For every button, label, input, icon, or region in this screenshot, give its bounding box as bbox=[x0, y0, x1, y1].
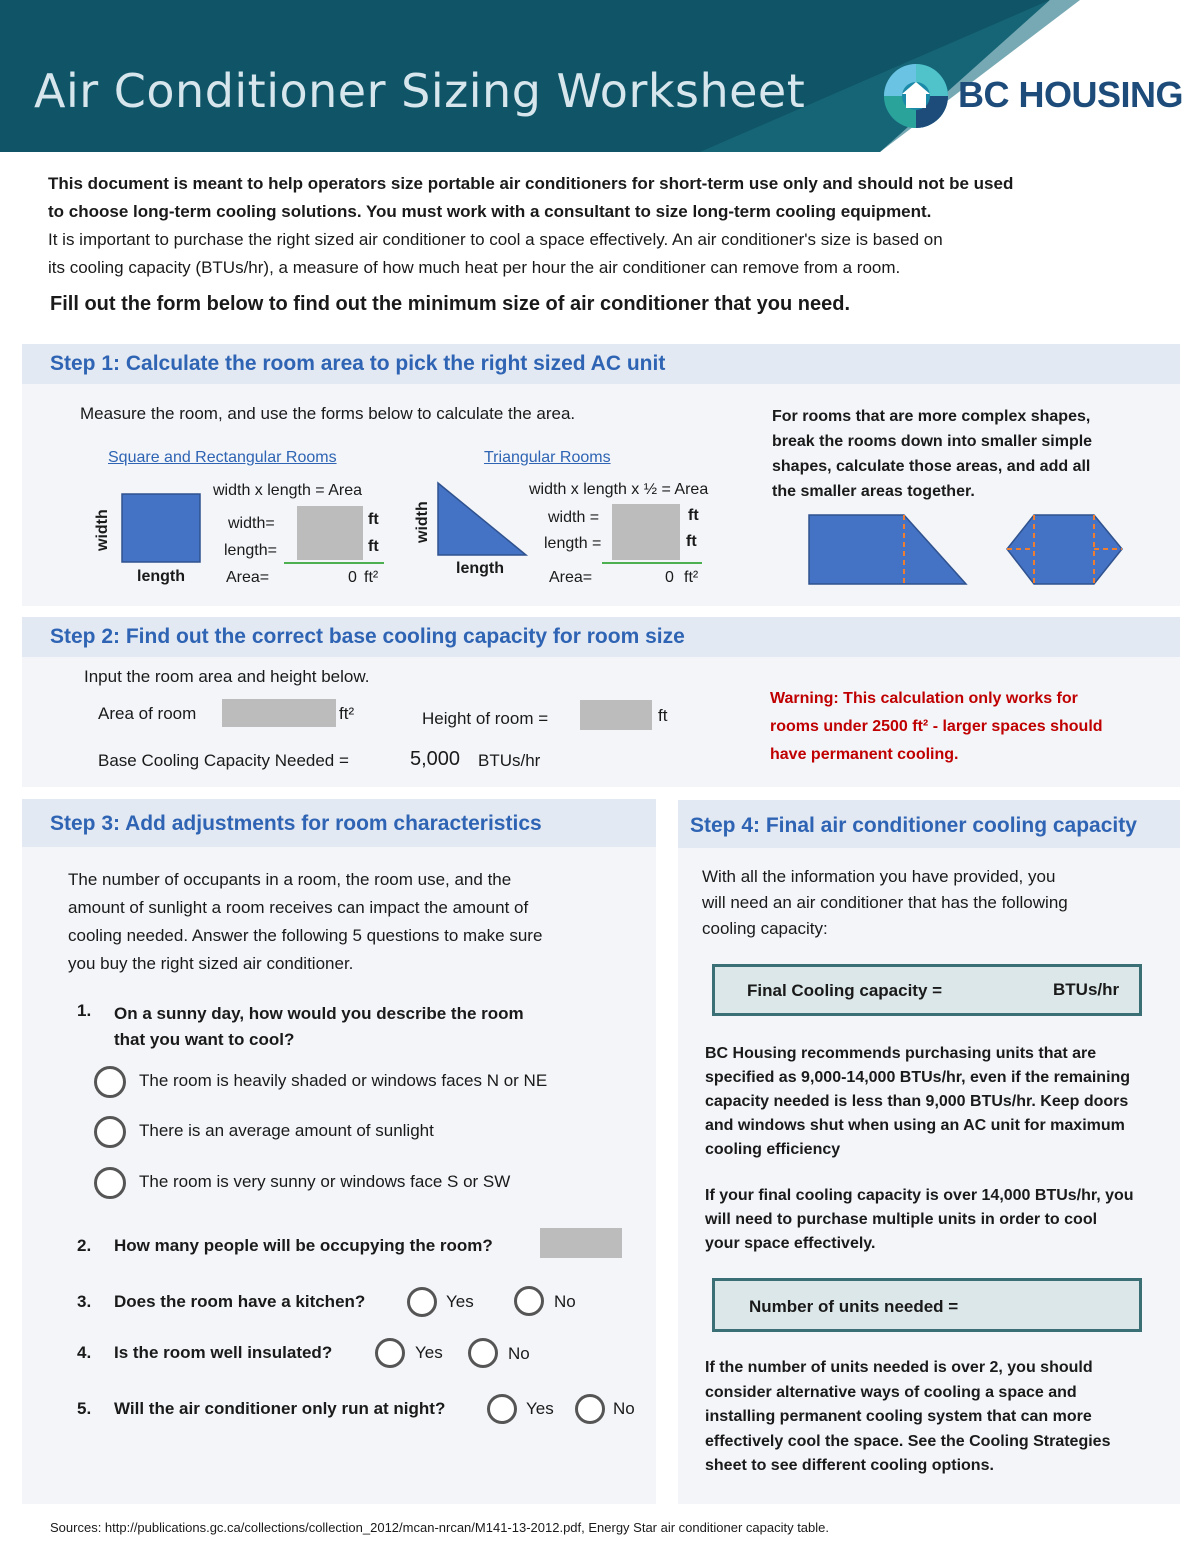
tri-area-label: Area= bbox=[549, 569, 593, 586]
alt-line-3: installing permanent cooling system that can more bbox=[705, 1408, 1092, 1425]
complex-line-3: shapes, calculate those areas, and add all bbox=[772, 458, 1091, 475]
rect-width-label: width= bbox=[228, 515, 275, 532]
q4-number: 4. bbox=[77, 1343, 92, 1362]
over-line-2: will need to purchase multiple units in order to cool bbox=[705, 1211, 1098, 1228]
intro-line-1: This document is meant to help operators size portable air conditioners for short-term use only and should not be used bbox=[48, 174, 1014, 193]
q3-no-radio[interactable] bbox=[514, 1286, 544, 1316]
page-title: Air Conditioner Sizing Worksheet bbox=[34, 64, 806, 118]
intro-text bbox=[48, 170, 1158, 282]
rec-line-1: BC Housing recommends purchasing units that are bbox=[705, 1045, 1097, 1062]
rect-area-value: 0 bbox=[348, 569, 357, 586]
tri-width-label: width = bbox=[548, 509, 600, 526]
step4-title: Step 4: Final air conditioner cooling capacity bbox=[690, 814, 1137, 837]
q1-option-3-radio[interactable] bbox=[94, 1167, 126, 1199]
q4-yes-label: Yes bbox=[415, 1343, 443, 1362]
step3-header bbox=[22, 799, 656, 847]
height-of-room-unit: ft bbox=[658, 706, 668, 725]
alt-line-5: sheet to see different cooling options. bbox=[705, 1457, 994, 1474]
base-capacity-value: 5,000 bbox=[410, 748, 461, 770]
step3-section bbox=[22, 799, 656, 1504]
tri-diagram bbox=[432, 479, 532, 559]
recommendation-text bbox=[705, 1042, 1130, 1162]
q1-option-2-radio[interactable] bbox=[94, 1116, 126, 1148]
rect-area-label: Area= bbox=[226, 569, 270, 586]
q1-question bbox=[114, 1001, 524, 1053]
complex-line-1: For rooms that are more complex shapes, bbox=[772, 408, 1091, 425]
q2-number: 2. bbox=[77, 1236, 92, 1255]
over-line-1: If your final cooling capacity is over 14,000 BTUs/hr, you bbox=[705, 1187, 1134, 1204]
intro-line-3: It is important to purchase the right sized air conditioner to cool a space effectively. An air conditioner's size is based on bbox=[48, 230, 943, 249]
step4-header bbox=[678, 800, 1180, 848]
tri-area-underline bbox=[602, 562, 702, 564]
step2-instruction: Input the room area and height below. bbox=[84, 667, 370, 686]
q1-line-1: On a sunny day, how would you describe the room bbox=[114, 1004, 524, 1023]
step4-intro-1: With all the information you have provided, you bbox=[702, 867, 1056, 886]
rect-length-unit: ft bbox=[368, 538, 379, 555]
q4-no-label: No bbox=[508, 1344, 530, 1363]
bc-housing-logo bbox=[880, 60, 1190, 135]
rect-length-diagram-label: length bbox=[137, 568, 185, 585]
step2-header bbox=[22, 617, 1180, 657]
header-banner bbox=[0, 0, 1200, 152]
height-of-room-label: Height of room = bbox=[422, 709, 549, 728]
alternative-text bbox=[705, 1356, 1110, 1479]
q1-line-2: that you want to cool? bbox=[114, 1030, 295, 1049]
complex-shape-1 bbox=[806, 512, 976, 586]
step3-para-4: you buy the right sized air conditioner. bbox=[68, 954, 354, 973]
q5-no-radio[interactable] bbox=[575, 1394, 605, 1424]
final-capacity-label: Final Cooling capacity = bbox=[747, 981, 943, 1000]
tri-width-unit: ft bbox=[688, 507, 699, 524]
rec-line-2: specified as 9,000-14,000 BTUs/hr, even if the remaining bbox=[705, 1069, 1131, 1086]
q3-question: Does the room have a kitchen? bbox=[114, 1292, 366, 1311]
q2-question: How many people will be occupying the room? bbox=[114, 1236, 493, 1255]
base-capacity-label: Base Cooling Capacity Needed = bbox=[98, 751, 349, 770]
rect-area-underline bbox=[284, 562, 384, 564]
warning-line-1: Warning: This calculation only works for bbox=[770, 690, 1078, 707]
bc-housing-logo-icon bbox=[880, 60, 952, 132]
intro-line-4: its cooling capacity (BTUs/hr), a measure of how much heat per hour the air conditioner can remove from a room. bbox=[48, 258, 901, 277]
q4-question: Is the room well insulated? bbox=[114, 1343, 333, 1362]
q3-number: 3. bbox=[77, 1292, 92, 1311]
step1-title: Step 1: Calculate the room area to pick the right sized AC unit bbox=[50, 352, 666, 375]
q3-yes-radio[interactable] bbox=[407, 1287, 437, 1317]
q5-yes-radio[interactable] bbox=[487, 1394, 517, 1424]
q4-yes-radio[interactable] bbox=[375, 1338, 405, 1368]
rect-rooms-heading: Square and Rectangular Rooms bbox=[108, 449, 337, 466]
step1-measure-text: Measure the room, and use the forms below to calculate the area. bbox=[80, 404, 576, 423]
step3-para-1: The number of occupants in a room, the room use, and the bbox=[68, 870, 512, 889]
q4-no-radio[interactable] bbox=[468, 1338, 498, 1368]
rect-width-unit: ft bbox=[368, 511, 379, 528]
q5-yes-label: Yes bbox=[526, 1399, 554, 1418]
area-of-room-input[interactable] bbox=[222, 699, 336, 727]
intro-line-2: to choose long-term cooling solutions. You must work with a consultant to size long-term cooling equipment. bbox=[48, 202, 932, 221]
tri-length-diagram-label: length bbox=[456, 560, 504, 577]
alt-line-1: If the number of units needed is over 2, you should bbox=[705, 1359, 1093, 1376]
warning-line-2: rooms under 2500 ft² - larger spaces should bbox=[770, 718, 1103, 735]
height-of-room-input[interactable] bbox=[580, 700, 652, 730]
tri-area-unit: ft² bbox=[684, 569, 699, 586]
area-of-room-unit: ft² bbox=[339, 704, 355, 723]
tri-width-diagram-label: width bbox=[414, 501, 431, 543]
over-line-3: your space effectively. bbox=[705, 1235, 876, 1252]
alt-line-4: effectively cool the space. See the Cooling Strategies bbox=[705, 1432, 1111, 1450]
alt-line-2: consider alternative ways of cooling a space and bbox=[705, 1383, 1077, 1401]
step1-section bbox=[22, 344, 1180, 606]
rect-length-label: length= bbox=[224, 542, 277, 559]
final-capacity-box bbox=[712, 964, 1142, 1016]
logo-text: BC HOUSING bbox=[958, 74, 1184, 115]
tri-area-value: 0 bbox=[665, 569, 674, 586]
rectangle-shape bbox=[122, 494, 200, 562]
complex-line-4: the smaller areas together. bbox=[772, 483, 975, 500]
q5-question: Will the air conditioner only run at night? bbox=[114, 1399, 446, 1418]
triangle-shape bbox=[438, 483, 526, 555]
over-capacity-text bbox=[705, 1184, 1134, 1256]
step3-para-2: amount of sunlight a room receives can impact the amount of bbox=[68, 898, 529, 917]
step4-intro bbox=[702, 864, 1068, 942]
rec-line-5: cooling efficiency bbox=[705, 1141, 841, 1158]
rect-formula: width x length = Area bbox=[213, 482, 362, 499]
q5-no-label: No bbox=[613, 1399, 635, 1418]
step2-warning bbox=[770, 685, 1103, 769]
step1-header bbox=[22, 344, 1180, 384]
rec-line-4: and windows shut when using an AC unit for maximum bbox=[705, 1117, 1125, 1134]
rect-width-diagram-label: width bbox=[94, 509, 111, 551]
q1-option-1-label: The room is heavily shaded or windows faces N or NE bbox=[139, 1071, 548, 1090]
area-of-room-label: Area of room bbox=[98, 704, 197, 723]
occupants-input[interactable] bbox=[540, 1228, 622, 1258]
q3-yes-label: Yes bbox=[446, 1292, 474, 1311]
step4-intro-3: cooling capacity: bbox=[702, 919, 828, 938]
tri-length-unit: ft bbox=[686, 533, 697, 550]
step4-intro-2: will need an air conditioner that has the following bbox=[702, 893, 1068, 912]
q1-number: 1. bbox=[77, 1001, 92, 1020]
complex-shapes-text bbox=[772, 404, 1092, 504]
tri-length-label: length = bbox=[544, 535, 602, 552]
step3-title: Step 3: Add adjustments for room characteristics bbox=[50, 812, 542, 835]
step3-intro bbox=[68, 866, 542, 978]
step3-para-3: cooling needed. Answer the following 5 questions to make sure bbox=[68, 926, 543, 945]
q1-option-3-label: The room is very sunny or windows face S or SW bbox=[139, 1172, 511, 1191]
step2-title: Step 2: Find out the correct base cooling capacity for room size bbox=[50, 625, 685, 648]
sources-footer: Sources: http://publications.gc.ca/collections/collection_2012/mcan-nrcan/M141-13-2012.pdf, Energy Star air conditioner capacity table. bbox=[50, 1520, 829, 1535]
q5-number: 5. bbox=[77, 1399, 92, 1418]
rec-line-3: capacity needed is less than 9,000 BTUs/hr. Keep doors bbox=[705, 1093, 1129, 1110]
tri-formula: width x length x ½ = Area bbox=[529, 481, 709, 498]
final-capacity-unit: BTUs/hr bbox=[1053, 980, 1120, 999]
base-capacity-unit: BTUs/hr bbox=[478, 751, 541, 770]
warning-line-3: have permanent cooling. bbox=[770, 746, 959, 763]
units-needed-label: Number of units needed = bbox=[749, 1297, 959, 1316]
tri-rooms-heading: Triangular Rooms bbox=[484, 449, 611, 466]
units-needed-box bbox=[712, 1278, 1142, 1332]
complex-line-2: break the rooms down into smaller simple bbox=[772, 433, 1093, 450]
q1-option-1-radio[interactable] bbox=[94, 1066, 126, 1098]
rect-dimensions-input[interactable] bbox=[297, 506, 363, 560]
step2-section bbox=[22, 617, 1180, 787]
q3-no-label: No bbox=[554, 1292, 576, 1311]
rect-area-unit: ft² bbox=[364, 569, 379, 586]
fill-out-heading: Fill out the form below to find out the minimum size of air conditioner that you need. bbox=[50, 293, 850, 315]
step4-section bbox=[678, 800, 1180, 1504]
q1-option-2-label: There is an average amount of sunlight bbox=[139, 1121, 434, 1140]
complex-shape-2 bbox=[1004, 512, 1126, 586]
tri-dimensions-input[interactable] bbox=[612, 504, 680, 560]
